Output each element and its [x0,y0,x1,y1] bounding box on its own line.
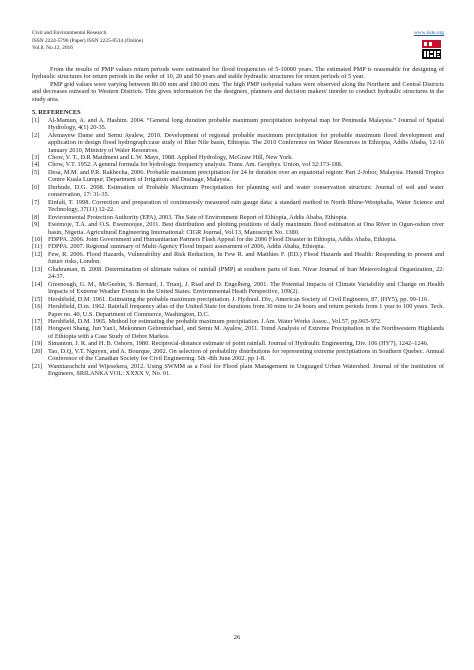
reference-item [32,243,444,250]
reference-number: [2] [32,131,40,139]
reference-item [32,348,444,363]
reference-item [32,363,444,378]
reference-number: [17] [32,317,43,325]
reference-number: [14] [32,280,43,288]
reference-item [32,236,444,243]
reference-text: FDPPA. 2007. Regional summary of Multi-Agency Flood Impact assessment of 2006, Addis Ababa, Ethiopia. [48,243,326,251]
section-heading: 5. REFERENCES [32,109,81,117]
reference-item [32,251,444,266]
body-paragraph: From the results of PMP values return periods were estimated for flood frequencies of 5-10000 years. The estimated PMP is reasonable for designing of hydraulic structures for return periods in the order of 10, 20 and 50 years and stable hydraulic structures for return periods of 5 year. [32,66,444,81]
reference-item [32,340,444,347]
reference-number: [20] [32,347,43,355]
reference-text: Greenough, G. M., McGeehin, S. Bernard, J. Trtanj, J. Riad and D. Engelberg, 2001. The Potential Impacts of Climate Variability and Change on Health Impacts of Extreme Weather Events in the United States. Environmental Heath Perspective, 109(2). [48,280,444,296]
reference-text: FDPPA. 2006. Joint Government and Humanitarian Partners Flash Appeal for the 2006 Flood Disaster in Ethiopia, Addis Ababa, Ethiopia. [48,235,397,243]
reference-text: Simanton, J. R. and H. B. Osborn, 1980. Reciprocal-distance estimate of point rainfall. Journal of Hydraulic Engineering, Div. 106 (HY7), 1242–1246. [48,340,429,348]
reference-number: [19] [32,340,43,348]
reference-number: [10] [32,235,43,243]
reference-item [32,132,444,154]
reference-list [32,117,444,378]
reference-text: Hershfield, D.M. 1965. Method for estimating the probable maximum precipitation. J.Am. Water Works Assoc., Vol.57, pp.965-972. [48,317,382,325]
reference-item [32,221,444,236]
page-body [32,66,444,378]
reference-number: [6] [32,183,40,191]
reference-number: [11] [32,243,43,251]
page-number: 26 [233,634,241,641]
reference-item [32,303,444,318]
reference-item [32,296,444,303]
reference-item [32,266,444,281]
reference-text: Wanniarachchi and Wijesekera, 2012. Using SWMM as a Fool for Flood plain Management in Unguaged Urban Watershed. Journal of the institution of Engineers, SRILANKA VOL: XXXX V, No. 01. [48,362,444,378]
reference-text: Al-Mamun, A. and A. Hashim. 2004. “General long duration probable maximum precipitation isohyetal map for Peninsula Malaysia.” Journal of Spatial Hydrology, 4(1) 20-35. [48,116,444,132]
journal-issn: ISSN 2224-5790 (Paper) ISSN 2225-0514 (Online) [32,37,143,44]
reference-number: [12] [32,250,43,258]
reference-number: [13] [32,265,43,273]
reference-text: Einfalt, T. 1998. Correction and preparation of continuously measured rain gauge data: a standard method in North Rhine-Westphalia, Water Science and Technology, 37(11) 12-22. [48,198,444,214]
reference-number: [4] [32,161,40,169]
reference-text: Alemayew Dame and Semu Ayalew, 2010. Development of regional probable maximum precipitation for probable maximum flood development and application in design flood hydrograph:case study of Blue Nile basin, Ethiopia. The 2010 Conference on Water Resources in Ethiopia, Addis Ababa, 12-16 January 2010, Ministry of Water Resources. [48,131,444,154]
journal-name: Civil and Environmental Research [32,30,107,36]
reference-text: Ewemoje, T.A. and O.S. Ewemoojee, 2011. Best distribution and plotting positions of daily maximum flood estimation at Ona River in Ogun-oshun river basin, Nigeria. Agricultural Engineering International: CIGR Journal, Vol.13, Manuscript No. 1380. [48,221,444,236]
reference-number: [7] [32,198,40,206]
reference-item [32,318,444,325]
reference-number: [16] [32,303,43,311]
reference-item [32,154,444,161]
reference-item [32,325,444,340]
reference-text: Chow, V.T. 1952. A general formula for hydrologic frequency analysis. Trans. Am. Geophys. Union, vol 32:173-188. [48,161,343,169]
journal-url-link[interactable]: www.iiste.org [413,30,444,36]
reference-text: Ghahraman, B. 2008. Determination of ultimate values of rainfall (PMP) at southern parts of Iran. Nivar Journal of Iran Meteorological Organization, 22: 24-37. [48,265,444,281]
reference-item [32,161,444,168]
reference-number: [1] [32,116,40,124]
reference-number: [18] [32,325,43,333]
reference-number: [5] [32,168,40,176]
reference-number: [9] [32,221,40,229]
reference-text: Environmental Protection Authority (EPA), 2003. The Sate of Environment Report of Ethiopia, Addis Ababa, Ethiopia. [48,213,348,221]
reference-item [32,184,444,199]
body-paragraph: PMP grid values were varying between 80.00 mm and 180.00 mm. The high PMP isohyetal values were observed along the Northern and Central Districts and decreases outward to Western Districts. This gives information for the designers, planners and decision makers' inorder to conduct hydraulic structures in the study area. [32,80,444,103]
reference-number: [15] [32,295,43,303]
reference-item [32,199,444,214]
reference-text: Hershfield, D.m. 1962. Rainfall frequency atlas of the United State for durations from 30 mins to 24 hours and return periods from 1 year to 100 years. Tech. Paper no. 40, U.S. Department of Commerce, Washington, D.C. [48,303,444,318]
reference-text: Few, R. 2006. Flood Hazards, Vulnerability and Risk Reduction, In Few R. and Matthies F. (ED.) Flood Hazards and Health: Responding to present and future risks, London. [48,250,444,266]
reference-text: Hershfield, D.M. 1961. Estimating the probable maximum precipitation. J. Hydraul. Div., American Society of Civil Engineers, 87, (HY5), pp. 99-116. [48,295,429,303]
reference-number: [21] [32,362,43,370]
reference-text: Chow, V. T., D.R Maidment and L.W. Mays, 1988. Applied Hydrology, McGraw Hill, New York. [48,153,293,161]
reference-item [32,117,444,132]
journal-info [32,30,143,53]
iiste-logo-icon [421,39,442,60]
reference-text: Durbude, D.G. 2008. Estimation of Probable Maximum Precipitation for planning soil and water conservation structure. Journal of soil and water conservation, 17: 31-35. [48,183,444,199]
reference-item [32,281,444,296]
reference-item [32,169,444,184]
reference-number: [8] [32,213,40,221]
reference-text: Hongwei Shang, Jun Yan1, Mekonnen Gebremichael, and Semu M. Ayalew, 2011. Trend Analysis of Extreme Precipitation in the Northwestern Highlands of Ethiopia with a Case Study of Debre Markos. [48,325,444,340]
reference-text: Desa, M.M. and P.R. Rakhecha, 2006. Probable maximum precipitation for 24 hr duration over an equatorial region: Part 2-Johor, Malaysia. Humid Tropics Centre Kuala Lumpur, Department of Irrigation and Drainage, Malaysia. [48,168,444,184]
page-header [32,30,444,64]
journal-volume: Vol.8, No.12, 2016 [32,45,73,52]
reference-text: Tao, D.Q, V.T. Nguyen, and A. Bourque, 2002. On selection of probability distributions for representing extreme precipitations in Southern Quebec. Annual Conference of the Canadian Society for Civil Engineering. 5th -8th June 2002. pp 1-8. [48,347,444,363]
reference-number: [3] [32,153,40,161]
reference-item [32,214,444,221]
